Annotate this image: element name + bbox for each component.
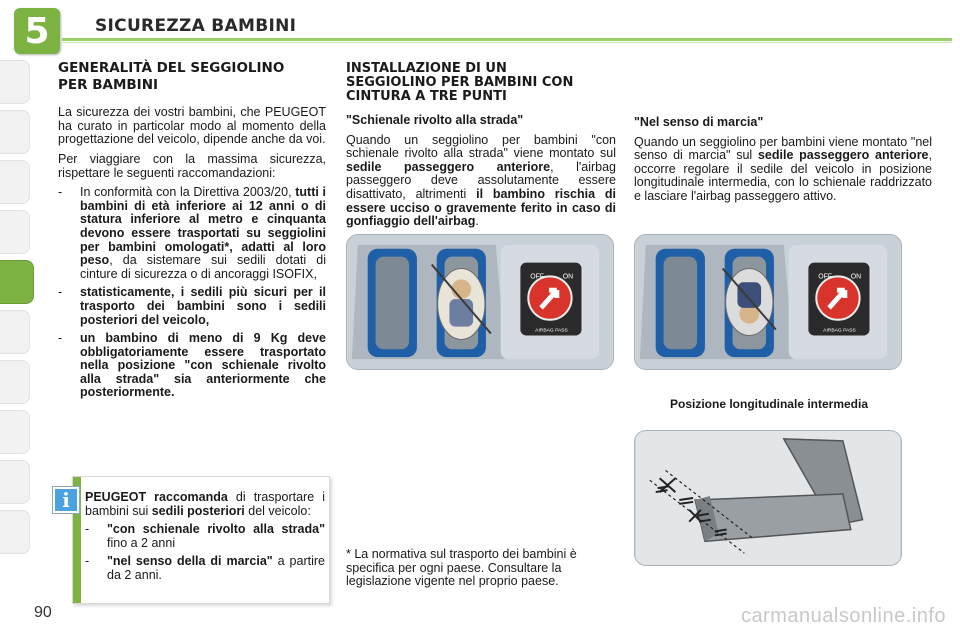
text-bold: sedile passeggero anteriore [346, 159, 551, 174]
list-dash: - [58, 331, 63, 346]
text-part: Quando un seggiolino per bambini "con schienale rivolto alla strada" viene montato sul [346, 132, 616, 161]
list-dash: - [58, 185, 63, 200]
text-bold: sedile passeggero anteriore [757, 148, 929, 163]
intro-paragraph-2: Per viaggiare con la massima sicurezza, rispettare le seguenti raccomandazioni: [58, 151, 326, 180]
switch-on-label: ON [850, 273, 862, 281]
chapter-tab[interactable] [0, 160, 30, 204]
chapter-tab[interactable] [0, 310, 30, 354]
list-item [85, 523, 325, 550]
switch-name-label: AIRBAG PASS [823, 328, 856, 334]
list-text-bold: un bambino di meno di 9 Kg deve obbligatoriamente essere trasportato nella posizione "con schienale rivolto alla strada" sia anteriormente che posteriormente. [80, 331, 326, 400]
chapter-tab[interactable] [0, 110, 30, 154]
text-bold: il bambino rischia di essere ucciso o gravemente ferito in caso di gonfiaggio dell'airbag [346, 186, 616, 229]
rear-facing-subtitle: "Schienale rivolto alla strada" [346, 113, 524, 127]
list-text-bold: "nel senso della di marcia" [107, 554, 273, 569]
list-text: In conformità con la Direttiva 2003/20, [80, 185, 296, 200]
section-heading: GENERALITÀ DEL SEGGIOLINO [58, 60, 285, 76]
list-dash: - [85, 554, 90, 569]
recommendation-text [85, 491, 325, 588]
right-column [634, 116, 932, 210]
chapter-tab[interactable] [0, 210, 30, 254]
recommendation-text-part: del veicolo: [244, 503, 311, 518]
list-dash: - [85, 522, 90, 537]
header-rule [62, 38, 952, 41]
list-item [58, 286, 326, 327]
info-icon: i [53, 487, 79, 513]
recommendation-lead: PEUGEOT raccomanda [85, 490, 228, 504]
figure-caption: Posizione longitudinale intermedia [669, 397, 869, 411]
forward-facing-illustration [634, 234, 902, 370]
forward-facing-text [634, 136, 932, 204]
section-heading-line2: PER BAMBINI [58, 76, 159, 93]
list-text: a partire da 2 anni. [107, 554, 325, 582]
text-part: , l'airbag passeggero deve assolutamente essere disattivato, altrimenti [346, 159, 616, 201]
chapter-tabs [0, 60, 40, 560]
rear-facing-text [346, 134, 616, 229]
switch-off-label: OFF [818, 273, 832, 281]
list-item [58, 186, 326, 281]
list-text: , da sistemare sui sedili dotati di cinture di sicurezza o di ancoraggi ISOFIX, [80, 253, 326, 281]
recommendation-text-part: di trasportare i bambini sui [85, 490, 325, 518]
text-part: . [475, 214, 479, 229]
list-item [58, 332, 326, 400]
footnote: * La normativa sul trasporto dei bambini è specifica per ogni paese. Consultare la legislazione vigente nel proprio paese. [346, 547, 577, 589]
header-rule-thin [62, 42, 952, 43]
rear-facing-illustration [346, 234, 614, 370]
list-text: fino a 2 anni [107, 535, 176, 550]
switch-off-label: OFF [530, 273, 544, 281]
text-part: Quando un seggiolino per bambini viene montato "nel senso di marcia" sul [634, 134, 932, 163]
chapter-tab[interactable] [0, 360, 30, 404]
watermark: carmanualsonline.info [740, 605, 946, 627]
text-part: , occorre regolare il sedile del veicolo in posizione longitudinale intermedia, con lo schienale raddrizzato e lasciare l'airbag passeggero attivo. [634, 148, 932, 203]
left-column [58, 62, 326, 405]
chapter-tab-active[interactable] [0, 260, 34, 304]
list-item [85, 555, 325, 582]
forward-facing-subtitle: "Nel senso di marcia" [634, 115, 764, 129]
recommendation-bold: sedili posteriori [151, 503, 245, 518]
page-number: 90 [34, 604, 52, 621]
chapter-tab[interactable] [0, 460, 30, 504]
installation-heading: INSTALLAZIONE DI UN SEGGIOLINO PER BAMBINI CON CINTURA A TRE PUNTI [346, 61, 574, 104]
list-text-bold: statisticamente, i sedili più sicuri per il trasporto dei bambini sono i sedili posteriori del veicolo, [80, 285, 326, 327]
chapter-title: SICUREZZA BAMBINI [95, 16, 297, 36]
switch-on-label: ON [562, 273, 574, 281]
recommendation-box [62, 476, 330, 604]
intro-paragraph: La sicurezza dei vostri bambini, che PEUGEOT ha curato in particolar modo al momento della progettazione del veicolo, dipende anche da voi. [58, 105, 326, 147]
chapter-tab[interactable] [0, 510, 30, 554]
seat-position-illustration [634, 430, 902, 566]
list-text-bold: tutti i bambini di età inferiore ai 12 anni o di statura inferiore al metro e cinquanta devono essere trasportati su seggiolini per bambini omologati*, adatti al loro peso [80, 185, 326, 268]
list-dash: - [58, 285, 63, 300]
chapter-tab[interactable] [0, 410, 30, 454]
switch-name-label: AIRBAG PASS [535, 328, 568, 334]
chapter-tab[interactable] [0, 60, 30, 104]
chapter-number-badge: 5 [14, 8, 60, 54]
middle-column [346, 62, 616, 235]
list-text-bold: "con schienale rivolto alla strada" [107, 522, 325, 537]
